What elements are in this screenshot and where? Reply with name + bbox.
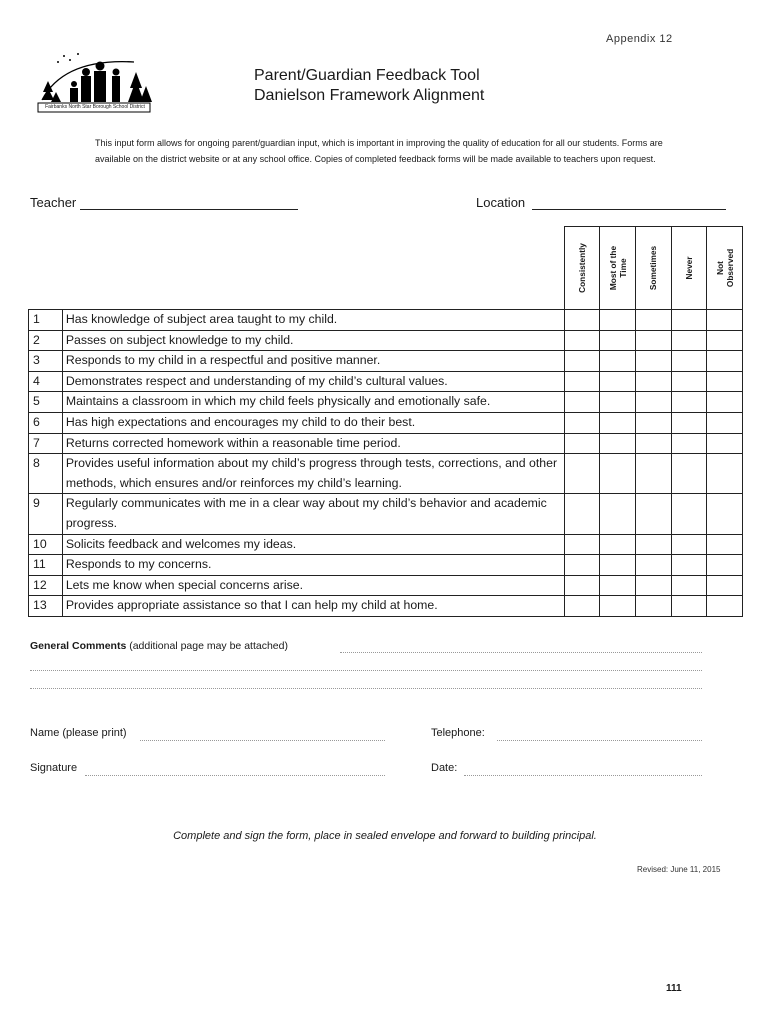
rating-cell[interactable]: [600, 433, 636, 454]
rating-cell[interactable]: [636, 575, 672, 596]
rating-cell[interactable]: [600, 412, 636, 433]
teacher-label: Teacher: [30, 195, 77, 210]
rating-cell[interactable]: [671, 596, 707, 617]
rating-cell[interactable]: [636, 555, 672, 576]
rating-cell[interactable]: [671, 494, 707, 534]
feedback-table: [28, 226, 743, 617]
rating-cell[interactable]: [600, 454, 636, 494]
intro-text: This input form allows for ongoing parent/guardian input, which is important in improving the quality of education for all our students. Forms are available on the district website or at any school office. Copies of completed feedback forms will be made available to teachers upon request.: [95, 138, 663, 164]
rating-cell[interactable]: [671, 392, 707, 413]
table-row: [29, 494, 743, 534]
date-label: Date:: [431, 762, 458, 774]
rating-header-row: [29, 227, 743, 310]
comments-line-1[interactable]: [340, 652, 702, 653]
item-number: 5: [29, 392, 63, 413]
item-text: Responds to my child in a respectful and positive manner.: [62, 351, 564, 372]
rating-header-never: Never: [671, 227, 707, 310]
item-text: Solicits feedback and welcomes my ideas.: [62, 534, 564, 555]
rating-cell[interactable]: [671, 310, 707, 331]
rating-cell[interactable]: [707, 555, 743, 576]
rating-cell[interactable]: [671, 534, 707, 555]
rating-cell[interactable]: [564, 596, 600, 617]
table-row: [29, 412, 743, 433]
rating-cell[interactable]: [671, 351, 707, 372]
rating-cell[interactable]: [636, 534, 672, 555]
rating-cell[interactable]: [564, 371, 600, 392]
rating-cell[interactable]: [600, 596, 636, 617]
rating-cell[interactable]: [671, 555, 707, 576]
rating-cell[interactable]: [707, 454, 743, 494]
item-text: Has knowledge of subject area taught to my child.: [62, 310, 564, 331]
rating-cell[interactable]: [564, 330, 600, 351]
title-line-2: Danielson Framework Alignment: [254, 87, 485, 104]
rating-cell[interactable]: [636, 351, 672, 372]
logo-district-name: Fairbanks North Star Borough School District: [45, 104, 145, 110]
table-row: [29, 310, 743, 331]
rating-cell[interactable]: [671, 412, 707, 433]
rating-cell[interactable]: [600, 371, 636, 392]
rating-cell[interactable]: [671, 575, 707, 596]
rating-cell[interactable]: [600, 494, 636, 534]
page-title: [254, 66, 484, 106]
rating-cell[interactable]: [636, 454, 672, 494]
rating-cell[interactable]: [600, 555, 636, 576]
district-logo: [34, 48, 154, 114]
rating-header-most-of-the-time: Most of the Time: [600, 227, 636, 310]
title-line-1: Parent/Guardian Feedback Tool: [254, 67, 480, 84]
rating-cell[interactable]: [600, 392, 636, 413]
rating-cell[interactable]: [600, 534, 636, 555]
rating-cell[interactable]: [636, 371, 672, 392]
table-row: [29, 454, 743, 494]
rating-cell[interactable]: [707, 330, 743, 351]
telephone-label: Telephone:: [431, 727, 485, 739]
rating-header-sometimes: Sometimes: [636, 227, 672, 310]
item-text: Has high expectations and encourages my child to do their best.: [62, 412, 564, 433]
rating-cell[interactable]: [600, 575, 636, 596]
name-field[interactable]: [140, 740, 385, 741]
location-label: Location: [476, 195, 526, 210]
date-field[interactable]: [464, 775, 702, 776]
telephone-field[interactable]: [497, 740, 702, 741]
item-number: 13: [29, 596, 63, 617]
item-text: Regularly communicates with me in a clear way about my child’s behavior and academic progress.: [62, 494, 564, 534]
appendix-label: Appendix 12: [606, 33, 673, 45]
rating-cell[interactable]: [636, 596, 672, 617]
rating-cell[interactable]: [636, 330, 672, 351]
rating-cell[interactable]: [707, 412, 743, 433]
table-row: [29, 555, 743, 576]
table-row: [29, 330, 743, 351]
rating-cell[interactable]: [707, 534, 743, 555]
rating-cell[interactable]: [636, 412, 672, 433]
rating-cell[interactable]: [707, 575, 743, 596]
location-field[interactable]: [532, 195, 726, 210]
table-row: [29, 596, 743, 617]
rating-cell[interactable]: [707, 596, 743, 617]
rating-cell[interactable]: [636, 310, 672, 331]
signature-field[interactable]: [85, 775, 385, 776]
rating-cell[interactable]: [671, 433, 707, 454]
item-number: 2: [29, 330, 63, 351]
rating-cell[interactable]: [564, 575, 600, 596]
rating-cell[interactable]: [707, 351, 743, 372]
signature-label: Signature: [30, 762, 78, 774]
item-text: Lets me know when special concerns arise.: [62, 575, 564, 596]
rating-cell[interactable]: [707, 494, 743, 534]
general-comments-label: [30, 640, 288, 652]
rating-cell[interactable]: [671, 454, 707, 494]
rating-cell[interactable]: [600, 351, 636, 372]
table-row: [29, 433, 743, 454]
item-number: 4: [29, 371, 63, 392]
item-text: Demonstrates respect and understanding of my child’s cultural values.: [62, 371, 564, 392]
comments-label-rest: (additional page may be attached): [126, 640, 288, 652]
rating-cell[interactable]: [671, 371, 707, 392]
item-number: 6: [29, 412, 63, 433]
table-row: [29, 575, 743, 596]
item-text: Passes on subject knowledge to my child.: [62, 330, 564, 351]
rating-cell[interactable]: [564, 433, 600, 454]
rating-cell[interactable]: [707, 392, 743, 413]
rating-cell[interactable]: [707, 371, 743, 392]
item-number: 9: [29, 494, 63, 534]
rating-cell[interactable]: [564, 555, 600, 576]
comments-label-bold: General Comments: [30, 640, 127, 652]
table-row: [29, 392, 743, 413]
item-number: 7: [29, 433, 63, 454]
table-row: [29, 371, 743, 392]
rating-cell[interactable]: [707, 433, 743, 454]
item-text: Provides appropriate assistance so that I can help my child at home.: [62, 596, 564, 617]
item-text: Maintains a classroom in which my child feels physically and emotionally safe.: [62, 392, 564, 413]
teacher-field[interactable]: [80, 195, 298, 210]
rating-cell[interactable]: [564, 534, 600, 555]
rating-cell[interactable]: [636, 392, 672, 413]
item-number: 12: [29, 575, 63, 596]
rating-cell[interactable]: [636, 433, 672, 454]
rating-cell[interactable]: [707, 310, 743, 331]
rating-cell[interactable]: [564, 351, 600, 372]
item-number: 10: [29, 534, 63, 555]
rating-cell[interactable]: [564, 494, 600, 534]
rating-cell[interactable]: [564, 392, 600, 413]
item-text: Returns corrected homework within a reasonable time period.: [62, 433, 564, 454]
comments-line-3[interactable]: [30, 688, 702, 689]
item-text: Provides useful information about my child’s progress through tests, corrections, and other methods, which ensures and/or reinforces my child’s learning.: [62, 454, 564, 494]
item-number: 1: [29, 310, 63, 331]
rating-header-consistently: Consistently: [564, 227, 600, 310]
rating-header-not-observed: Not Observed: [707, 227, 743, 310]
item-text: Responds to my concerns.: [62, 555, 564, 576]
rating-cell[interactable]: [564, 310, 600, 331]
table-row: [29, 351, 743, 372]
item-number: 8: [29, 454, 63, 494]
rating-cell[interactable]: [636, 494, 672, 534]
revised-date: Revised: June 11, 2015: [637, 865, 721, 874]
rating-cell[interactable]: [564, 412, 600, 433]
rating-cell[interactable]: [564, 454, 600, 494]
rating-cell[interactable]: [671, 330, 707, 351]
table-row: [29, 534, 743, 555]
footer-instructions: Complete and sign the form, place in sealed envelope and forward to building principal.: [173, 830, 597, 842]
rating-cell[interactable]: [600, 310, 636, 331]
comments-line-2[interactable]: [30, 670, 702, 671]
item-number: 3: [29, 351, 63, 372]
page-number: 111: [666, 983, 682, 994]
name-label: Name (please print): [30, 727, 127, 739]
item-number: 11: [29, 555, 63, 576]
rating-cell[interactable]: [600, 330, 636, 351]
